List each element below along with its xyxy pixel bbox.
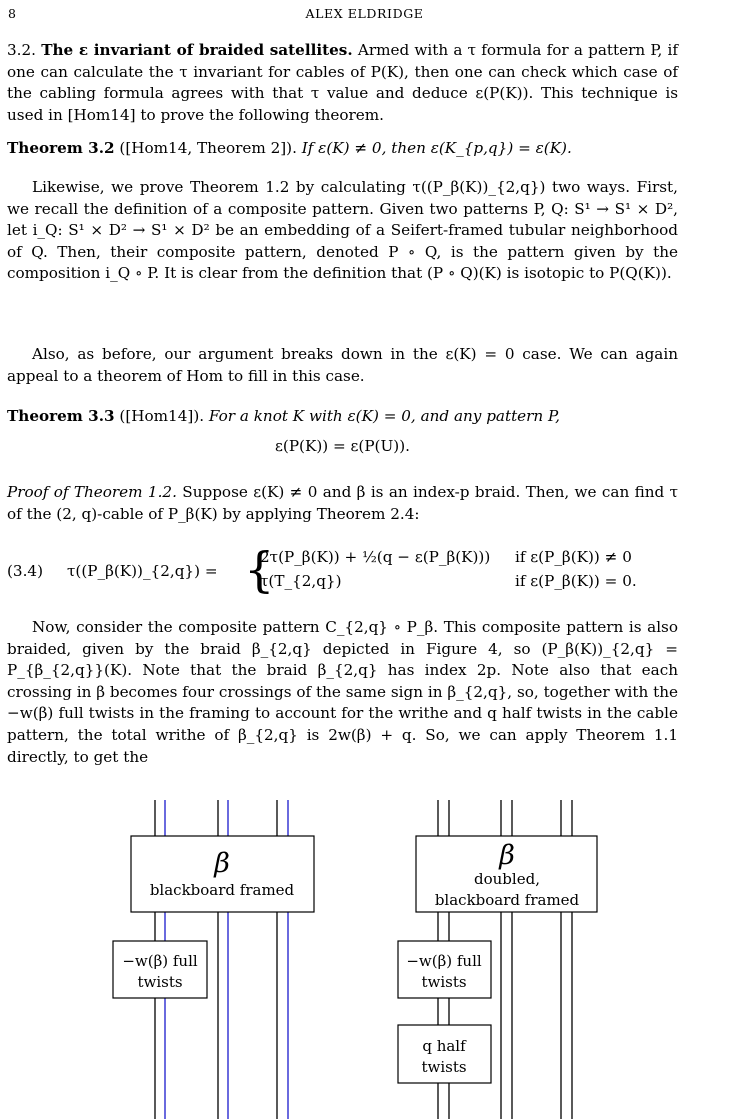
display-equation: ε(P(K)) = ε(P(U)). xyxy=(275,436,410,455)
right-half-twist-line-1: q half xyxy=(422,1037,466,1055)
theorem-statement: For a knot K with ε(K) = 0, and any pattern P, xyxy=(208,407,561,425)
proof-text: Suppose ε(K) ≠ 0 and β is an index-p braid. Then, we can find τ of the (2, q)-cable of P_β(K) by applying Theorem 2.4: xyxy=(7,483,679,523)
left-twist-line-1: −w(β) full xyxy=(122,952,198,970)
right-beta-box xyxy=(416,836,597,912)
theorem-citation: ([Hom14, Theorem 2]). xyxy=(119,139,297,157)
left-beta-symbol: β xyxy=(214,848,230,879)
equation-lhs: τ((P_β(K))_{2,q}) = xyxy=(67,562,218,580)
epsilon-zero-paragraph: Also, as before, our argument breaks down in the ε(K) = 0 case. We can again appeal to a theorem of Hom to fill in this case. xyxy=(7,345,678,385)
section-3-2-paragraph xyxy=(7,40,678,126)
left-twist-line-2: twists xyxy=(137,973,183,991)
theorem-label: Theorem 3.3 xyxy=(7,407,115,425)
right-half-twist-box xyxy=(398,1025,491,1083)
theorem-label: Theorem 3.2 xyxy=(7,139,115,157)
case-2-expression: τ(T_{2,q}) xyxy=(260,572,342,590)
theorem-citation: ([Hom14]). xyxy=(119,407,205,425)
section-number: 3.2. xyxy=(7,41,36,59)
equation-3-4 xyxy=(7,542,697,598)
theorem-statement: If ε(K) ≠ 0, then ε(K_{p,q}) = ε(K). xyxy=(301,139,572,157)
left-beta-box xyxy=(131,836,314,912)
running-title: ALEX ELDRIDGE xyxy=(305,6,424,21)
proof-label: Proof of Theorem 1.2. xyxy=(7,483,177,501)
composite-pattern-paragraph: Likewise, we prove Theorem 1.2 by calculating τ((P_β(K))_{2,q}) two ways. First, we recall the definition of a composite pattern. Given two patterns P, Q: S¹ → S¹ × D², let i_Q: S¹ × D² → S¹ × D² be an embedding of a Seifert-framed tubular neighborhood of Q. Then, their composite pattern, denoted P ∘ Q, is the pattern given by the composition i_Q ∘ P. It is clear from the definition that (P ∘ Q)(K) is isotopic to P(Q(K)). xyxy=(7,178,678,283)
right-twist-line-1: −w(β) full xyxy=(406,952,482,970)
composite-braid-paragraph: Now, consider the composite pattern C_{2,q} ∘ P_β. This composite pattern is also braided, given by the braid β_{2,q} depicted in Figure 4, so (P_β(K))_{2,q} = P_{β_{2,q}}(K). Note that the braid β_{2,q} has index 2p. Note also that each crossing in β becomes four crossings of the same sign in β_{2,q}, so, together with the −w(β) full twists in the framing to account for the writhe and q half twists in the cable pattern, the total writhe of β_{2,q} is 2w(β) + q. So, we can apply Theorem 1.1 directly, to get the xyxy=(7,618,678,766)
running-header xyxy=(8,6,721,22)
right-beta-caption-2: blackboard framed xyxy=(434,891,580,909)
page-number: 8 xyxy=(8,6,16,21)
equation-number: (3.4) xyxy=(7,562,44,580)
section-intro-text: Armed with a τ formula for a pattern P, if one can calculate the τ invariant for cables of P(K), then one can check which case of the cabling formula agrees with that τ value and deduce ε(P(K)). This technique is used in [Hom14] to prove the following theorem. xyxy=(7,41,678,124)
right-twist-box xyxy=(398,941,491,998)
case-1-expression: 2τ(P_β(K)) + ½(q − ε(P_β(K))) xyxy=(260,548,491,566)
case-1-condition: if ε(P_β(K)) ≠ 0 xyxy=(515,548,632,566)
right-beta-symbol: β xyxy=(499,840,515,871)
theorem-3-3 xyxy=(7,406,678,457)
left-beta-caption: blackboard framed xyxy=(149,881,295,899)
section-heading: The ε invariant of braided satellites. xyxy=(41,41,353,59)
left-twist-box xyxy=(113,941,207,998)
case-2-condition: if ε(P_β(K)) = 0. xyxy=(515,572,637,590)
figure-4-braid-diagram xyxy=(0,800,729,1119)
proof-paragraph xyxy=(7,482,678,525)
right-beta-caption-1: doubled, xyxy=(474,870,540,888)
cases-brace: { xyxy=(244,542,275,598)
right-half-twist-line-2: twists xyxy=(421,1058,467,1076)
right-twist-line-2: twists xyxy=(421,973,467,991)
theorem-3-2 xyxy=(7,138,678,160)
